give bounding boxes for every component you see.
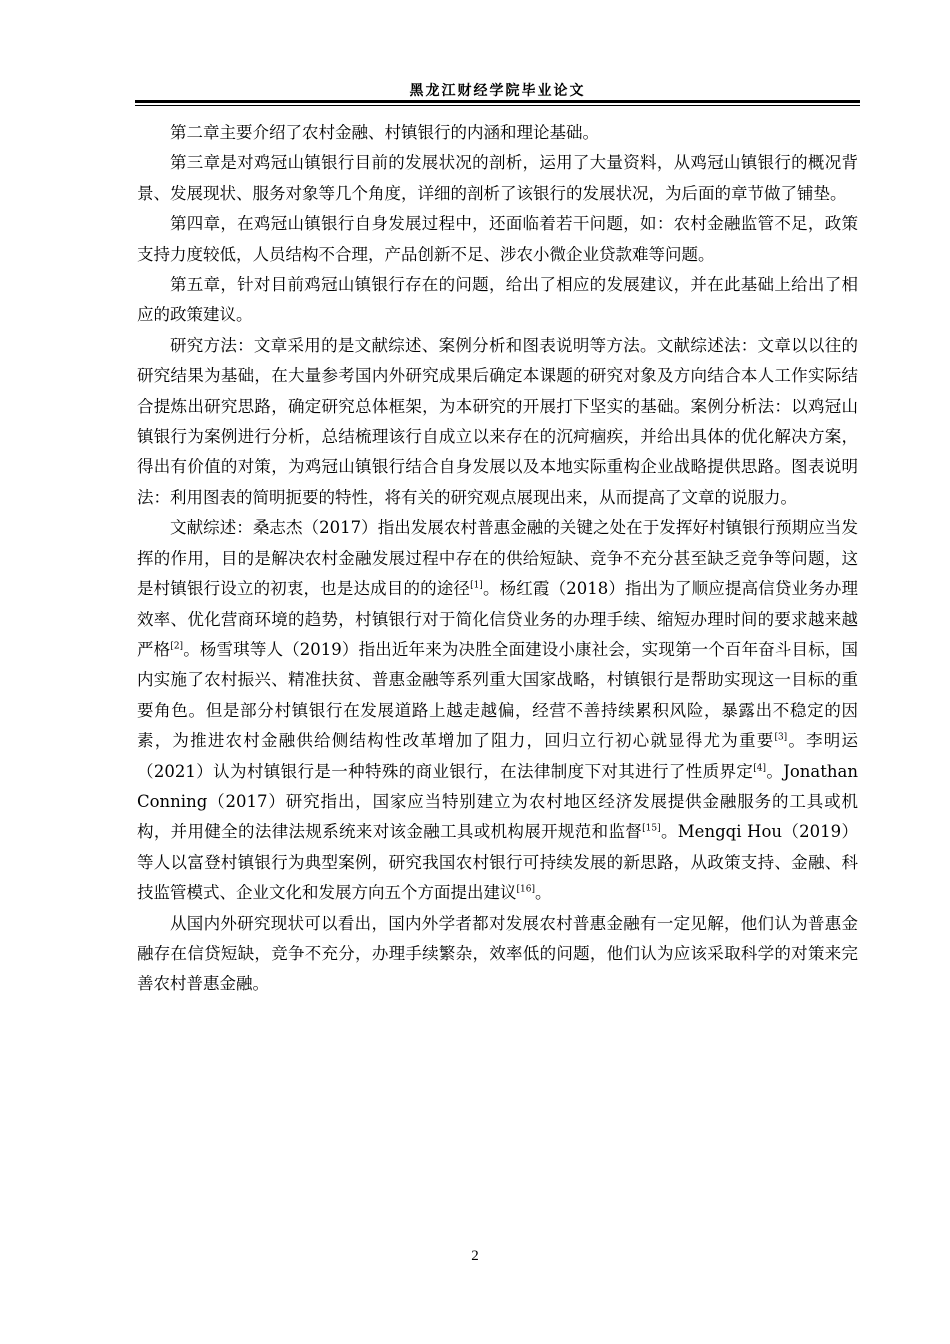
paragraph-chapter-5: 第五章，针对目前鸡冠山镇银行存在的问题，给出了相应的发展建议，并在此基础上给出了相应的政策建议。 <box>137 275 858 325</box>
citation-ref: [3] <box>774 732 788 743</box>
review-text: 文献综述：桑志杰（2017）指出发展农村普惠金融的关键之处在于发挥好村镇银行预期应当发挥的作用，目的是解决农村金融发展过程中存在的供给短缺、竞争不充分甚至缺乏竞争等问题，这是村镇银行设立的初衷，也是达成目的的途径 <box>137 518 858 599</box>
header-rule-thick <box>135 100 860 103</box>
citation-ref: [2] <box>170 641 184 652</box>
citation-ref: [15] <box>642 823 661 834</box>
citation-ref: [4] <box>753 763 766 774</box>
paragraph-chapter-2: 第二章主要介绍了农村金融、村镇银行的内涵和理论基础。 <box>170 123 599 142</box>
paragraph-literature-review <box>137 513 858 908</box>
citation-ref: [16] <box>516 884 535 895</box>
header-rule-thin <box>135 105 860 106</box>
review-text: 。 <box>534 883 552 903</box>
paragraph-chapter-3: 第三章是对鸡冠山镇银行目前的发展状况的剖析，运用了大量资料，从鸡冠山镇银行的概况背景、发展现状、服务对象等几个角度，详细的剖析了该银行的发展状况，为后面的章节做了铺垫。 <box>137 153 858 203</box>
review-text: 。Jonathan Conning（2017）研究指出，国家应当特别建立为农村地区经济发展提供金融服务的工具或机构，并用健全的法律法规系统来对该金融工具或机构展开规范和监督 <box>137 761 858 842</box>
review-text: 。Mengqi Hou（2019）等人以富登村镇银行为典型案例，研究我国农村银行可持续发展的新思路，从政策支持、金融、科技监管模式、企业文化和发展方向五个方面提出建议 <box>137 822 859 903</box>
review-text: 。李明运（2021）认为村镇银行是一种特殊的商业银行，在法律制度下对其进行了性质界定 <box>137 731 859 781</box>
paragraph-summary: 从国内外研究现状可以看出，国内外学者都对发展农村普惠金融有一定见解，他们认为普惠金融存在信贷短缺，竞争不充分，办理手续繁杂，效率低的问题，他们认为应该采取科学的对策来完善农村普惠金融。 <box>137 913 858 994</box>
review-text: 。杨红霞（2018）指出为了顺应提高信贷业务办理效率、优化营商环境的趋势，村镇银行对于简化信贷业务的办理手续、缩短办理时间的要求越来越严格 <box>137 579 859 659</box>
body-text <box>137 118 858 1000</box>
citation-ref: [1] <box>470 580 483 591</box>
paragraph-research-methods: 研究方法：文章采用的是文献综述、案例分析和图表说明等方法。文献综述法：文章以以往的研究结果为基础，在大量参考国内外研究成果后确定本课题的研究对象及方向结合本人工作实际结合提炼出研究思路，确定研究总体框架，为本研究的开展打下坚实的基础。案例分析法：以鸡冠山镇银行为案例进行分析，总结梳理该行自成立以来存在的沉疴痼疾，并给出具体的优化解决方案，得出有价值的对策，为鸡冠山镇银行结合自身发展以及本地实际重构企业战略提供思路。图表说明法：利用图表的简明扼要的特性，将有关的研究观点展现出来，从而提高了文章的说服力。 <box>137 335 858 507</box>
page-number: 2 <box>471 1248 479 1264</box>
paragraph-chapter-4: 第四章，在鸡冠山镇银行自身发展过程中，还面临着若干问题，如：农村金融监管不足，政策支持力度较低，人员结构不合理，产品创新不足、涉农小微企业贷款难等问题。 <box>137 214 858 264</box>
review-text: 。杨雪琪等人（2019）指出近年来为决胜全面建设小康社会，实现第一个百年奋斗目标，国内实施了农村振兴、精准扶贫、普惠金融等系列重大国家战略，村镇银行是帮助实现这一目标的重要角色。但是部分村镇银行在发展道路上越走越偏，经营不善持续累积风险，暴露出不稳定的因素，为推进农村金融供给侧结构性改革增加了阻力，回归立行初心就显得尤为重要 <box>137 639 858 751</box>
running-header: 黑龙江财经学院毕业论文 <box>409 83 586 99</box>
